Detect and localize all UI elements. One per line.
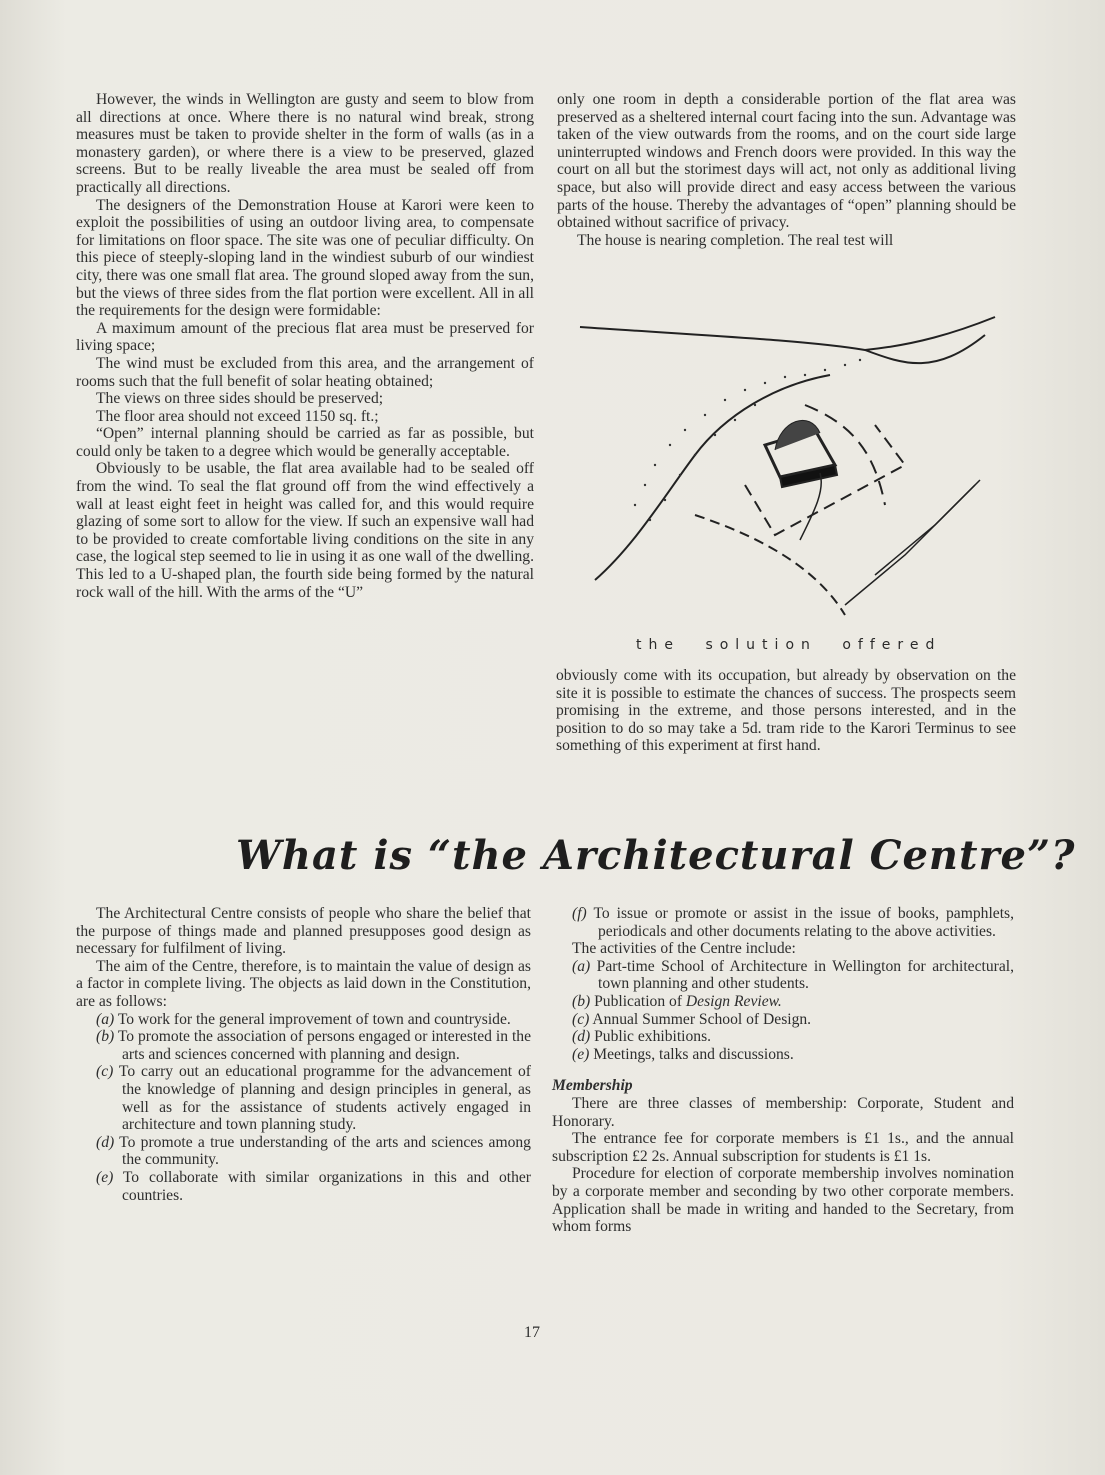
item-text: To promote a true understanding of the arts and sciences among the community.	[119, 1133, 531, 1169]
paragraph: The designers of the Demonstration House at Karori were keen to exploit the possibilities of using an outdoor living area, to compensate for limitations on floor space. The site was one of peculiar difficulty. On this piece of steeply-sloping land in the windiest suburb of our windiest city, there was one small flat area. The ground sloped away from the sun, but the views of three sides from the flat portion were excellent. All in all the requirements for the design were formidable:	[76, 196, 534, 320]
item-label: (e)	[572, 1045, 590, 1063]
membership-heading: Membership	[552, 1077, 633, 1095]
item-label: (d)	[572, 1028, 591, 1046]
item-label: (a)	[96, 1010, 115, 1028]
item-text: To issue or promote or assist in the issue of books, pamphlets, periodicals and other documents relating to the above activities.	[593, 905, 1015, 940]
article-right-column	[557, 91, 1016, 249]
item-text: To promote the association of persons engaged or interested in the arts and sciences concerned with planning and design.	[117, 1028, 531, 1063]
page-number: 17	[524, 1324, 540, 1341]
paragraph: The entrance fee for corporate members is £1 1s., and the annual subscription £2 2s. Annual subscription for students is £1 1s.	[552, 1130, 1014, 1165]
paragraph: The wind must be excluded from this area, and the arrangement of rooms such that the full benefit of solar heating obtained;	[76, 354, 534, 390]
paragraph: The aim of the Centre, therefore, is to maintain the value of design as a factor in complete living. The objects as laid down in the Constitution, are as follows:	[76, 957, 531, 1010]
figure-caption	[636, 637, 955, 653]
item-label: (b)	[572, 992, 591, 1010]
section-heading: What is “the Architectural Centre”?	[236, 832, 1076, 879]
item-label: (b)	[96, 1028, 115, 1046]
item-text: To work for the general improvement of town and countryside.	[117, 1010, 511, 1028]
caption-word: offered	[842, 637, 942, 653]
paragraph: only one room in depth a considerable portion of the flat area was preserved as a sheltered internal court facing into the sun. Advantage was taken of the view outwards from the rooms, and on the court side large uninterrupted windows and French doors were provided. In this way the court on all but the storimest days will act, not only as additional living space, but also will provide direct and easy access between the various parts of the house. Thereby the advantages of “open” planning should be obtained without sacrifice of privacy.	[557, 91, 1016, 232]
item-label: (e)	[96, 1168, 114, 1186]
activity-item	[552, 1028, 1014, 1046]
item-label: (f)	[572, 905, 587, 922]
paragraph: The views on three sides should be preserved;	[96, 390, 384, 408]
paragraph: obviously come with its occupation, but already by observation on the site it is possible to estimate the chances of success. The prospects seem promising in the extreme, and those persons interested, and in the position to do so may take a 5d. tram ride to the Karori Terminus to see something of this experiment at first hand.	[556, 667, 1016, 755]
site-sketch-illustration	[575, 305, 1015, 635]
paragraph: Procedure for election of corporate membership involves nomination by a corporate member and seconding by two other corporate members. Application shall be made in writing and handed to the Secretary, from whom forms	[552, 1165, 1014, 1236]
publication-title: Design Review.	[685, 992, 782, 1010]
article-right-column-continued	[556, 667, 1016, 755]
object-item	[76, 1028, 531, 1063]
section-left-column	[76, 905, 531, 1204]
item-label: (d)	[96, 1133, 115, 1151]
object-item	[552, 905, 1014, 940]
object-item	[76, 1169, 531, 1204]
paragraph: The house is nearing completion. The real test will	[577, 231, 894, 249]
object-item	[76, 1011, 531, 1029]
activity-item	[552, 1046, 1014, 1064]
item-text: Public exhibitions.	[594, 1028, 712, 1046]
item-text: Meetings, talks and discussions.	[593, 1045, 794, 1063]
item-label: (c)	[96, 1063, 114, 1081]
paragraph: The floor area should not exceed 1150 sq. ft.;	[96, 407, 379, 425]
item-label: (c)	[572, 1010, 590, 1028]
item-text: Annual Summer School of Design.	[592, 1010, 812, 1028]
paragraph: Obviously to be usable, the flat area available had to be sealed off from the wind. To seal the flat ground off from the wind effectively a wall at least eight feet in height was called for, and this would require glazing of some sort to allow for the view. If such an expensive wall had to be provided to create comfortable living conditions on the site in any case, the logical step seemed to lie in using it as one wall of the dwelling. This led to a U-shaped plan, the fourth side being formed by the natural rock wall of the hill. With the arms of the “U”	[76, 460, 534, 601]
paragraph: A maximum amount of the precious flat area must be preserved for living space;	[76, 319, 534, 355]
caption-word: the	[636, 637, 680, 653]
item-text: To collaborate with similar organizations in this and other countries.	[122, 1168, 531, 1204]
caption-word: solution	[705, 637, 817, 653]
paragraph: However, the winds in Wellington are gusty and seem to blow from all directions at once. Where there is no natural wind break, strong measures must be taken to provide shelter in the form of walls (as in a monastery garden), or where there is a view to be preserved, glazed screens. But to be really liveable the area must be sealed off from practically all directions.	[76, 91, 534, 196]
paragraph: There are three classes of membership: Corporate, Student and Honorary.	[552, 1094, 1014, 1130]
item-label: (a)	[572, 957, 591, 975]
activities-intro: The activities of the Centre include:	[572, 940, 796, 958]
article-left-column	[76, 91, 534, 601]
activity-item	[552, 958, 1014, 993]
item-text: Publication of	[594, 992, 686, 1010]
item-text: To carry out an educational programme for the advancement of the knowledge of planning and design principles in general, as well as for the assistance of students actively engaged in architecture and town planning study.	[118, 1063, 531, 1134]
activity-item	[552, 993, 1014, 1011]
object-item	[76, 1134, 531, 1169]
paragraph: The Architectural Centre consists of people who share the belief that the purpose of things made and planned presupposes good design as necessary for fulfilment of living.	[76, 905, 531, 958]
activity-item	[552, 1011, 1014, 1029]
section-right-column	[552, 905, 1014, 1236]
paragraph: “Open” internal planning should be carried as far as possible, but could only be taken to a degree which would be generally acceptable.	[76, 425, 534, 460]
object-item	[76, 1063, 531, 1133]
item-text: Part-time School of Architecture in Wellington for architectural, town planning and other students.	[596, 957, 1015, 993]
